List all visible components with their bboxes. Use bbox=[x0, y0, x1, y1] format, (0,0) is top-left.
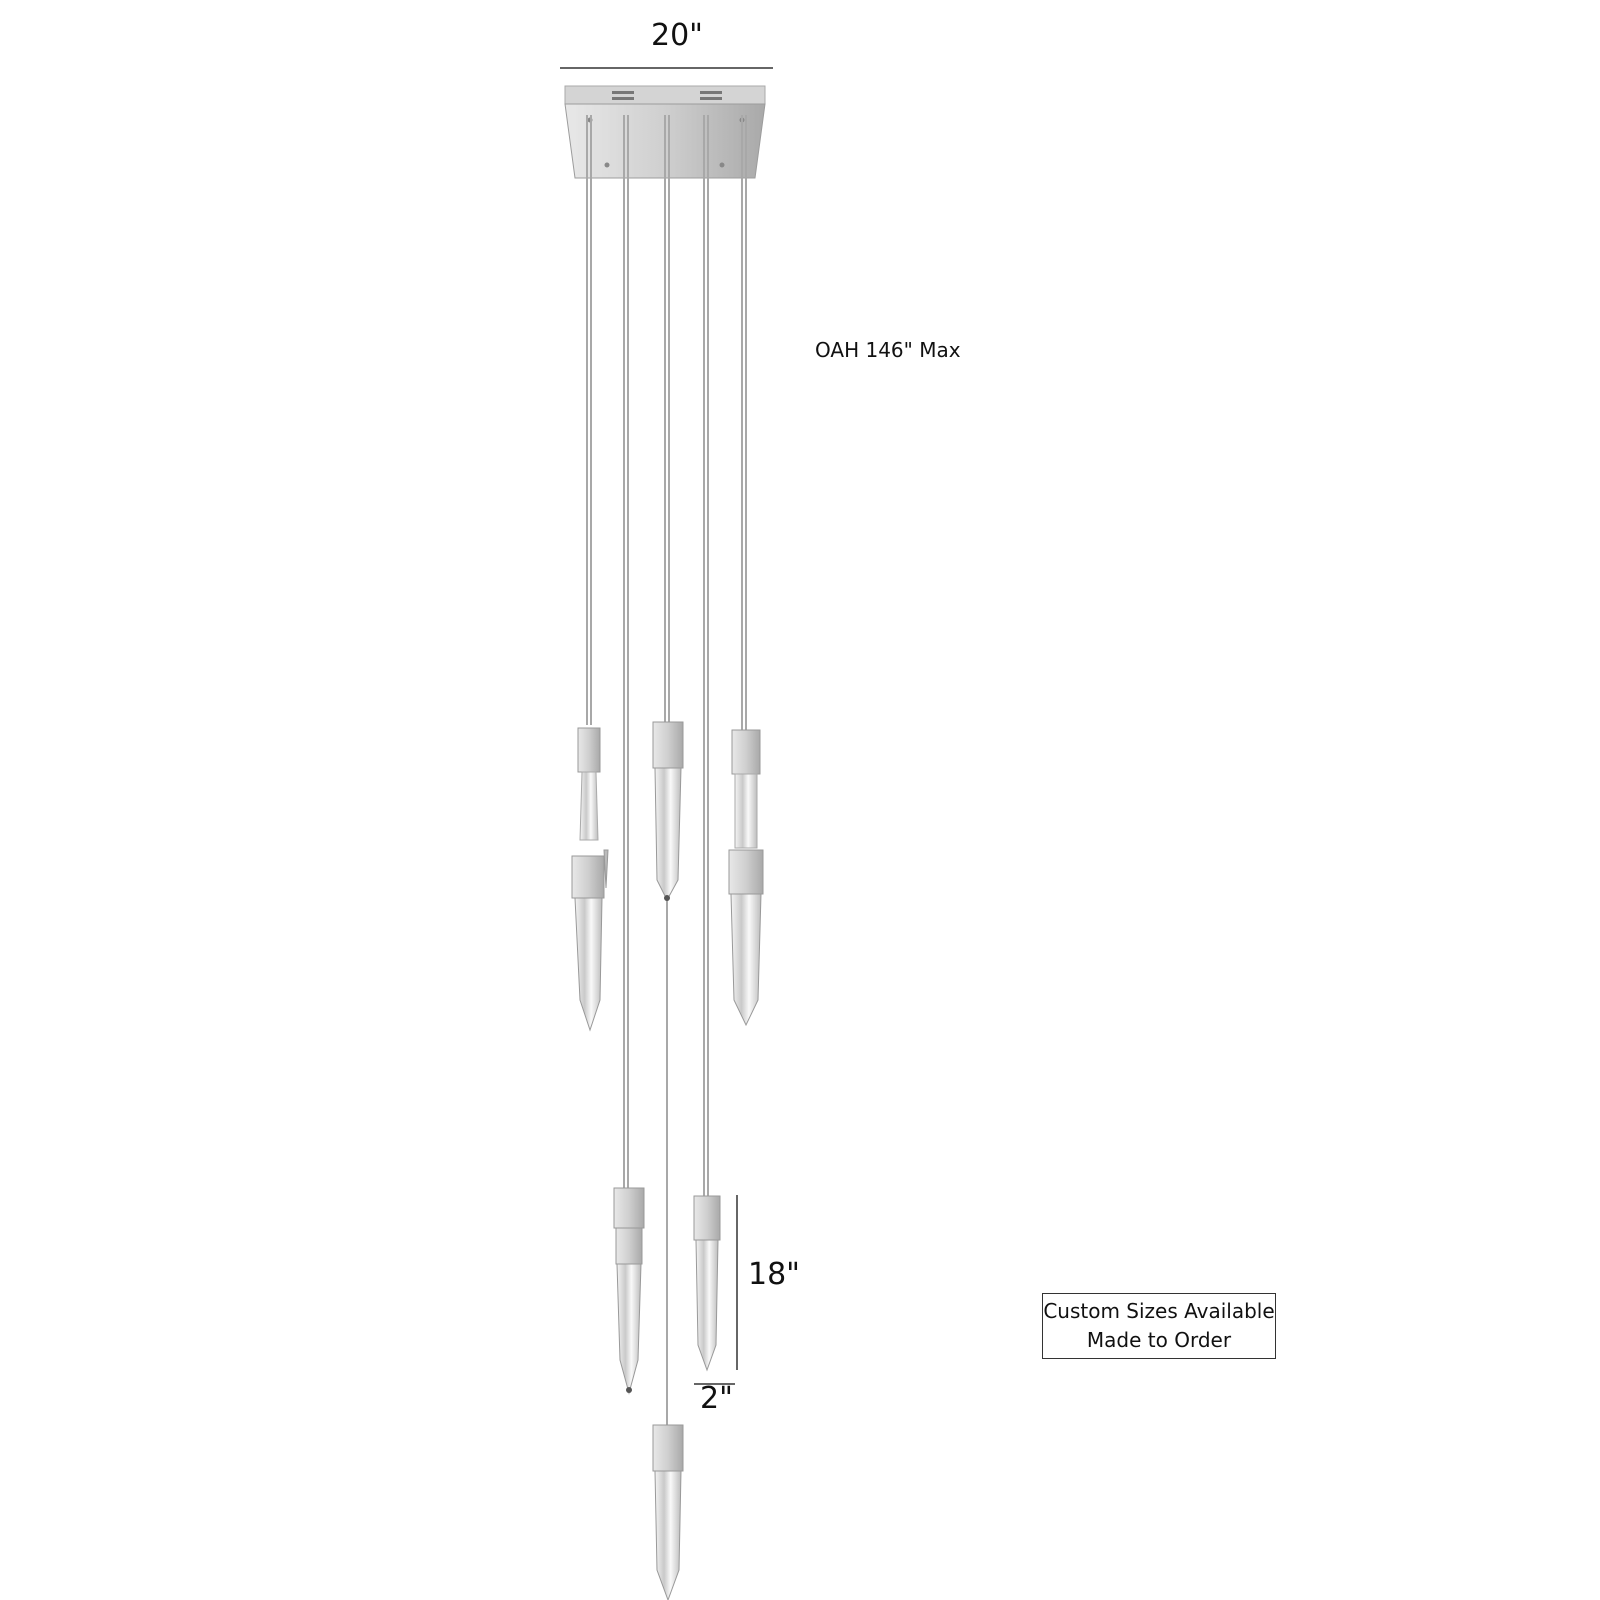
pendant-upper-center bbox=[653, 722, 683, 901]
custom-sizes-note bbox=[1042, 1293, 1276, 1359]
pendant-diameter-label: 2" bbox=[700, 1381, 733, 1416]
pendant-upper-right bbox=[729, 730, 763, 1025]
width-dimension-label: 20" bbox=[651, 18, 703, 53]
pendant-upper-left bbox=[572, 728, 608, 1030]
pendant-length-label: 18" bbox=[748, 1257, 800, 1292]
note-line-1: Custom Sizes Available bbox=[1043, 1299, 1275, 1323]
overall-height-label: OAH 146" Max bbox=[815, 338, 961, 362]
pendant-bottom-center bbox=[653, 1425, 683, 1600]
pendant-lower-right bbox=[694, 1196, 720, 1370]
note-line-2: Made to Order bbox=[1086, 1328, 1232, 1352]
pendant-lower-left bbox=[614, 1188, 644, 1393]
